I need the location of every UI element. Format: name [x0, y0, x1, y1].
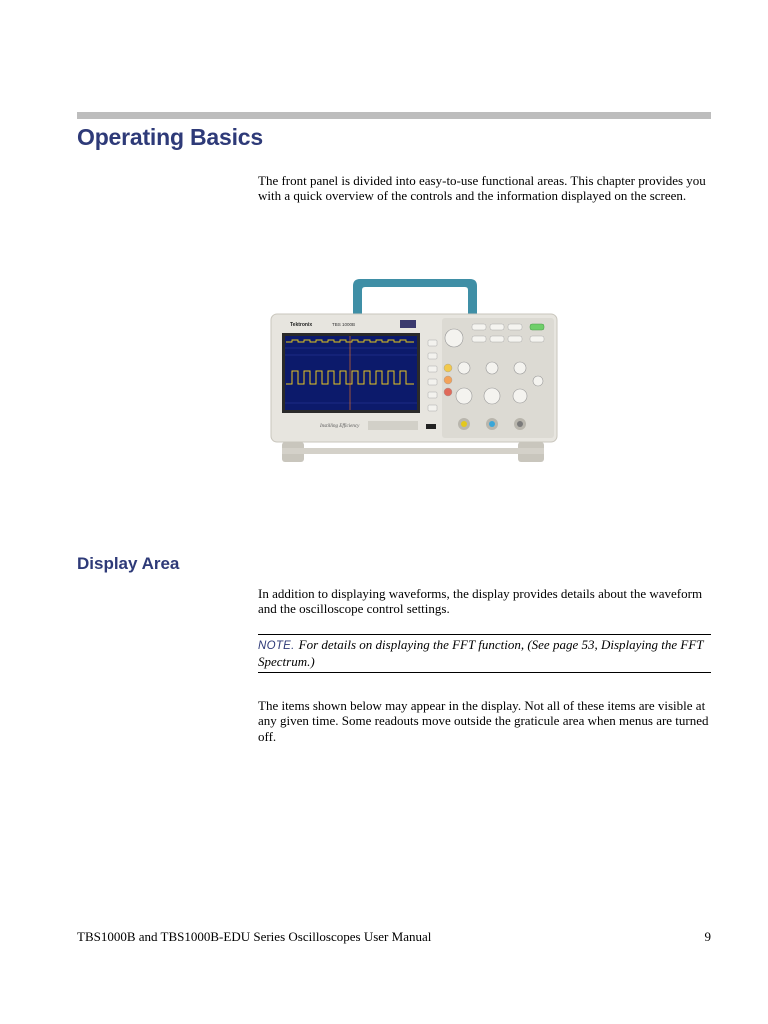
- display-area-paragraph: In addition to displaying waveforms, the display provides details about the waveform and the oscilloscope control settings.: [258, 586, 703, 617]
- section-heading-display-area: Display Area: [77, 554, 180, 573]
- ch2-button: [444, 376, 452, 384]
- note-label: NOTE.: [258, 640, 295, 652]
- oscilloscope-image: [268, 276, 560, 468]
- ch1-button: [444, 364, 452, 372]
- single-button: [530, 336, 544, 342]
- note-box: [258, 634, 711, 673]
- handle-shape: [353, 279, 477, 316]
- base-bar: [282, 448, 544, 454]
- model-label: TBS 1000B: [332, 322, 356, 327]
- intro-paragraph: The front panel is divided into easy-to-use functional areas. This chapter provides you with a quick overview of the controls and the information displayed on the screen.: [258, 173, 706, 204]
- page-title: Operating Basics: [77, 124, 263, 150]
- footer-page-number: 9: [704, 929, 711, 944]
- run-stop-button: [530, 324, 544, 330]
- note-text: For details on displaying the FFT function, (See page 53, Displaying the FFT Spectrum.): [258, 637, 704, 670]
- bnc-connectors: [458, 418, 526, 430]
- screen: [285, 336, 417, 410]
- brand-label: Tektronix: [290, 322, 313, 328]
- display-items-paragraph: The items shown below may appear in the display. Not all of these items are visible at any given time. Some readouts move outside the graticule area when menus are turned off.: [258, 698, 709, 744]
- footer-manual-title: TBS1000B and TBS1000B-EDU Series Oscilloscopes User Manual: [77, 929, 432, 944]
- badge: [400, 320, 416, 328]
- math-button: [444, 388, 452, 396]
- header-rule: [77, 112, 711, 119]
- tagline-label: Instilling Efficiency: [320, 424, 360, 429]
